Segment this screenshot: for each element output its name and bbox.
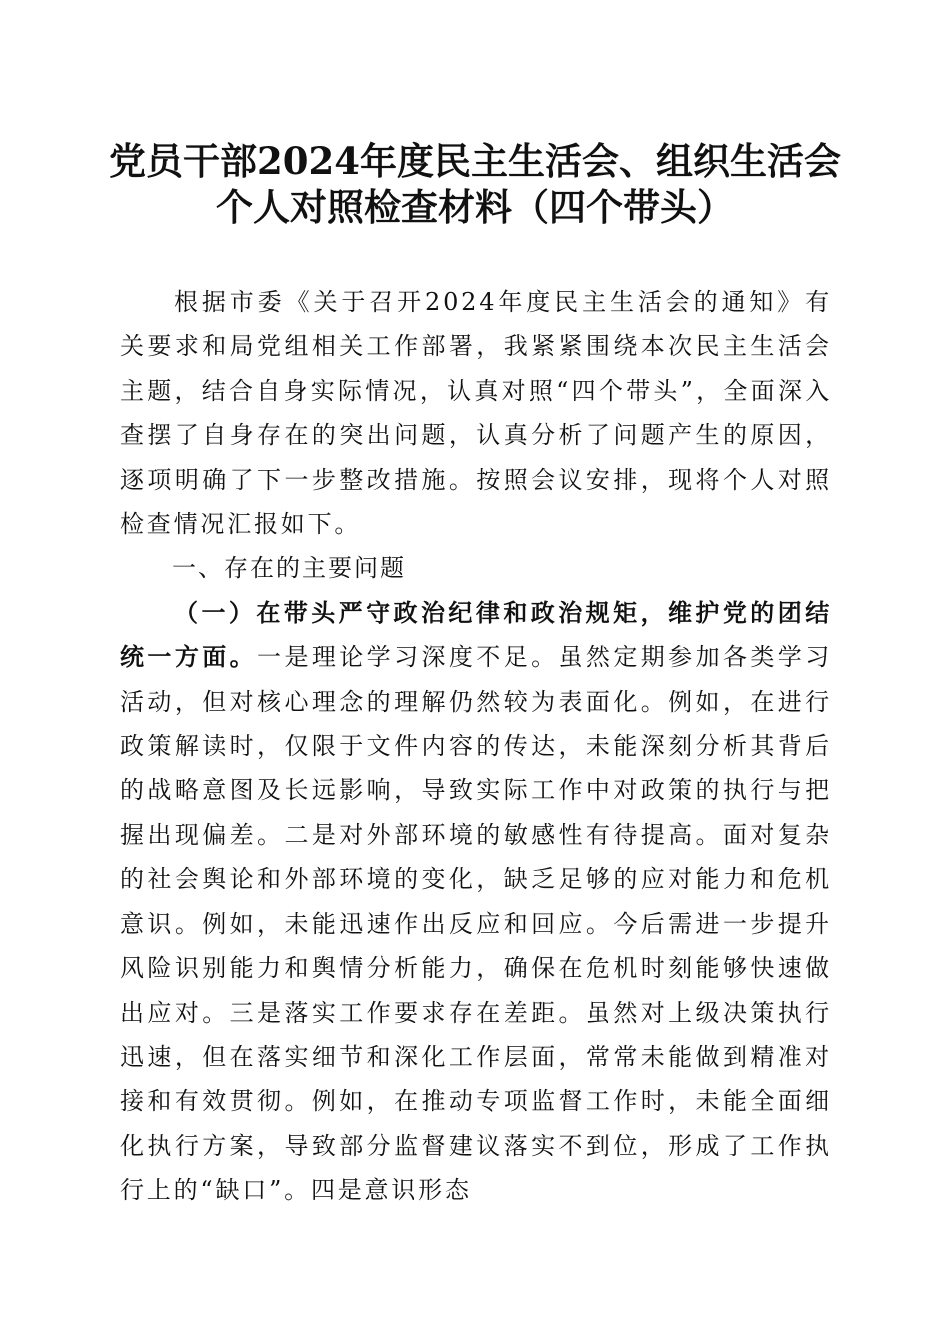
section-heading-1: 一、存在的主要问题 <box>172 554 406 583</box>
item-1-text: 一是理论学习深度不足。虽然定期参加各类学习活动，但对核心理念的理解仍然较为表面化。例如，在进行政策解读时，仅限于文件内容的传达，未能深刻分析其背后的战略意图及长远影响，导致实际工作中对政策的执行与把握出现偏差。二是对外部环境的敏感性有待提高。面对复杂的社会舆论和外部环境的变化，缺乏足够的应对能力和危机意识。例如，未能迅速作出反应和回应。今后需进一步提升风险识别能力和舆情分析能力，确保在危机时刻能够快速做出应对。三是落实工作要求存在差距。虽然对上级决策执行迅速，但在落实细节和深化工作层面，常常未能做到精准对接和有效贯彻。例如，在推动专项监督工作时，未能全面细化执行方案，导致部分监督建议落实不到位，形成了工作执行上的“缺口”。四是意识形态 <box>120 643 832 1205</box>
intro-paragraph: 根据市委《关于召开2024年度民主生活会的通知》有关要求和局党组相关工作部署，我紧紧围绕本次民主生活会主题，结合自身实际情况，认真对照“四个带头”，全面深入查摆了自身存在的突出问题，认真分析了问题产生的原因，逐项明确了下一步整改措施。按照会议安排，现将个人对照检查情况汇报如下。 <box>120 288 832 539</box>
document-body <box>120 280 832 1213</box>
title-line-2: 个人对照检查材料（四个带头） <box>216 185 734 229</box>
item-1-paragraph <box>120 591 832 1213</box>
document-title <box>0 138 950 230</box>
title-line-1: 党员干部2024年度民主生活会、组织生活会 <box>109 139 841 183</box>
item-1-lead: （一）在带头严守政治纪律和政治规矩，维护党的团结统一方面。 <box>120 597 832 672</box>
